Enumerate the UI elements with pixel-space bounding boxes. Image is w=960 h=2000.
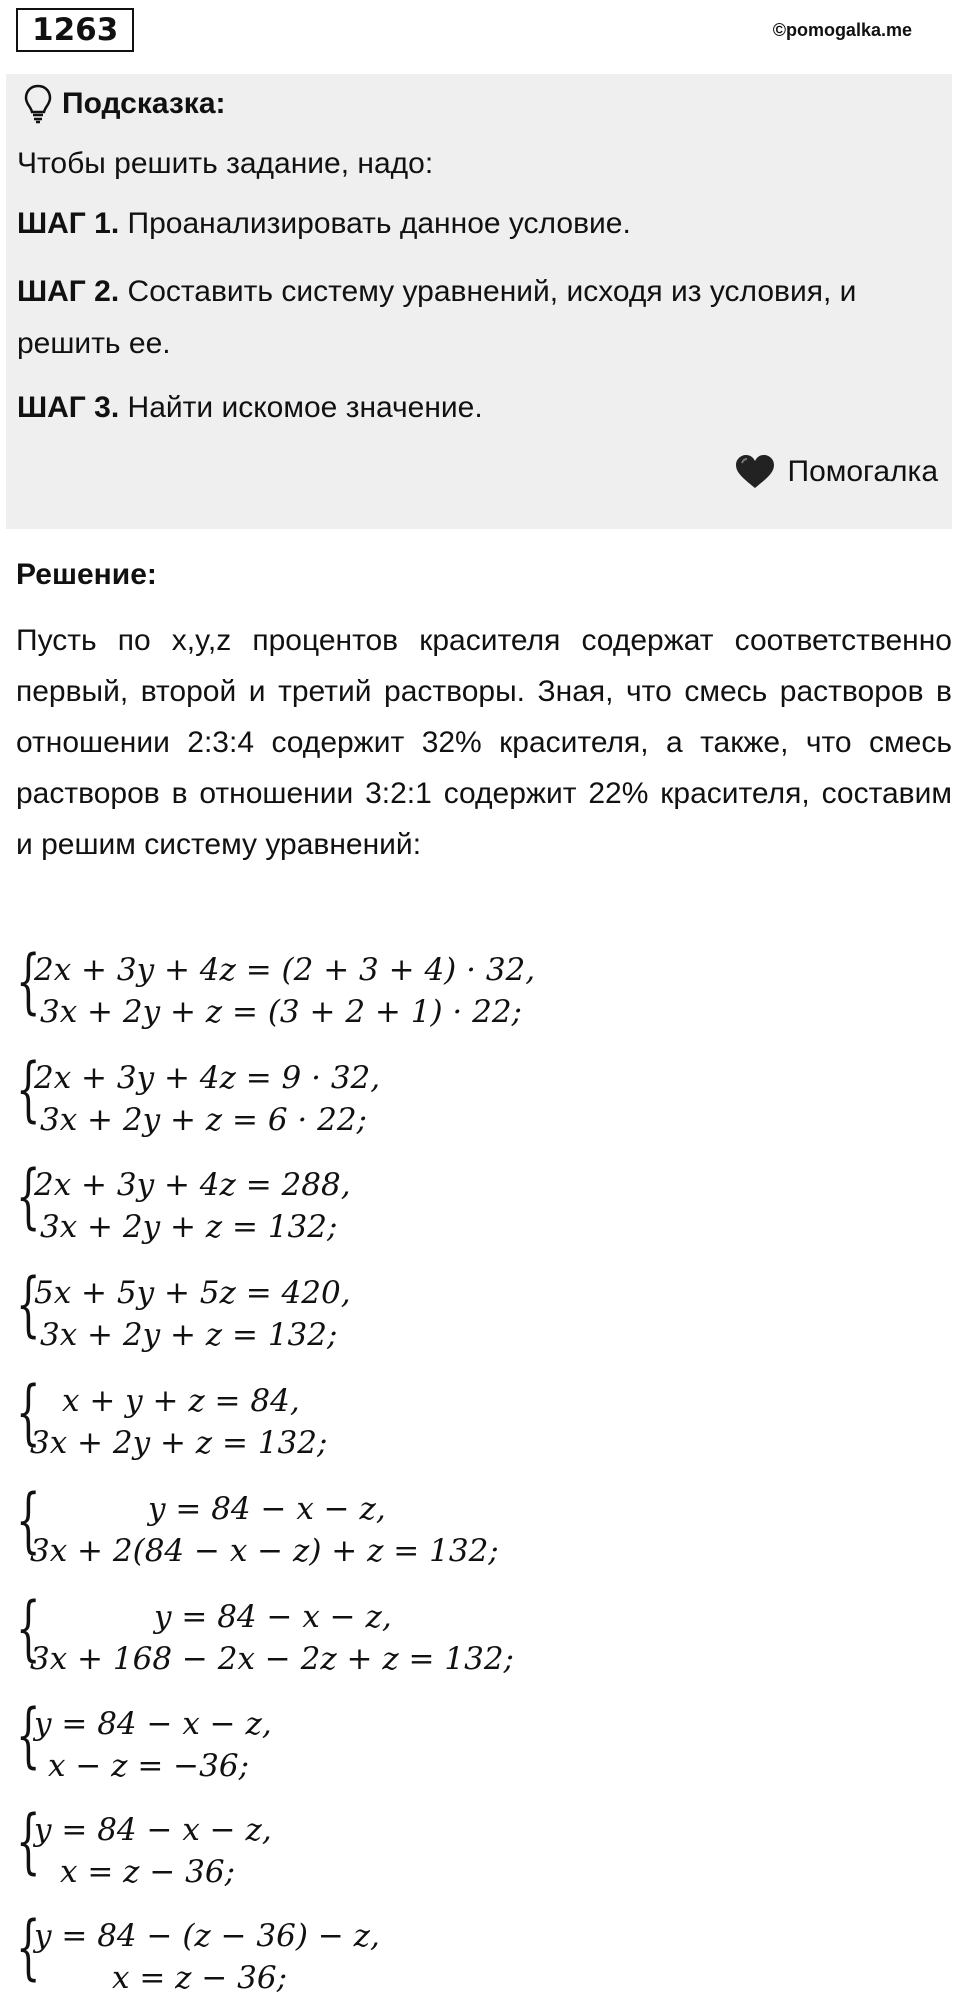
- brace: {: [16, 1048, 41, 1130]
- step-text: Проанализировать данное условие.: [119, 207, 631, 240]
- task-number: 1263: [16, 8, 134, 52]
- solution-title: Решение:: [16, 558, 157, 591]
- step-text: Составить систему уравнений, исходя из условия, и решить ее.: [17, 275, 857, 360]
- equation-line: 3x + 2y + z = (3 + 2 + 1) · 22;: [40, 994, 522, 1030]
- brace: {: [16, 1155, 41, 1237]
- equation-line: y = 84 − x − z,: [148, 1491, 386, 1527]
- brace: {: [16, 1694, 41, 1776]
- hint-step-1: [17, 204, 937, 244]
- brace: {: [16, 1371, 41, 1453]
- brace: {: [16, 1800, 41, 1882]
- equation-line: 2x + 3y + 4z = 288,: [34, 1167, 351, 1203]
- equation-line: x = z − 36;: [112, 1960, 288, 1996]
- step-text: Найти искомое значение.: [119, 391, 483, 424]
- step-label: ШАГ 3.: [17, 391, 120, 424]
- solution-text: Пусть по x,y,z процентов красителя содержат соответственно первый, второй и третий растворы. Зная, что смесь растворов в отношении 2:3:4 содержит 32% красителя, а также, что смесь растворов в отношении 3:2:1 содержит 22% красителя, составим и решим систему уравнений:: [16, 624, 952, 861]
- site-watermark: ©pomogalka.me: [772, 20, 912, 40]
- step-label: ШАГ 1.: [17, 207, 120, 240]
- equation-line: y = 84 − x − z,: [34, 1706, 272, 1742]
- equation-line: x + y + z = 84,: [62, 1383, 300, 1419]
- equation-line: y = 84 − x − z,: [154, 1599, 392, 1635]
- equation-line: 3x + 168 − 2x − 2z + z = 132;: [30, 1641, 514, 1677]
- hint-step-3: [17, 388, 937, 428]
- hint-title-text: Подсказка:: [62, 87, 226, 120]
- brand-name: Помогалка: [787, 455, 938, 488]
- equation-line: 5x + 5y + 5z = 420,: [34, 1275, 351, 1311]
- equation-line: 2x + 3y + 4z = 9 · 32,: [34, 1060, 381, 1096]
- equation-line: 3x + 2y + z = 6 · 22;: [40, 1102, 367, 1138]
- equation-line: 3x + 2y + z = 132;: [40, 1317, 338, 1353]
- equation-line: 3x + 2(84 − x − z) + z = 132;: [30, 1533, 499, 1569]
- brace: {: [16, 1263, 41, 1345]
- equation-line: y = 84 − (z − 36) − z,: [34, 1918, 380, 1954]
- hint-step-2: [17, 266, 937, 370]
- equation-line: x = z − 36;: [60, 1854, 236, 1890]
- hint-intro: Чтобы решить задание, надо:: [17, 147, 434, 180]
- brace: {: [16, 1906, 41, 1988]
- equation-line: 3x + 2y + z = 132;: [30, 1425, 328, 1461]
- equation-line: 2x + 3y + 4z = (2 + 3 + 4) · 32,: [34, 952, 536, 988]
- lightbulb-icon: [24, 84, 52, 124]
- equation-line: x − z = −36;: [48, 1748, 250, 1784]
- step-label: ШАГ 2.: [17, 275, 120, 308]
- brace: {: [16, 940, 41, 1022]
- equation-line: 3x + 2y + z = 132;: [40, 1209, 338, 1245]
- brand: [734, 454, 939, 490]
- heart-icon: [734, 454, 776, 490]
- brace: {: [16, 1587, 41, 1669]
- brace: {: [16, 1479, 41, 1561]
- equation-line: y = 84 − x − z,: [34, 1812, 272, 1848]
- hint-box: [6, 74, 952, 529]
- hint-title: [24, 84, 226, 124]
